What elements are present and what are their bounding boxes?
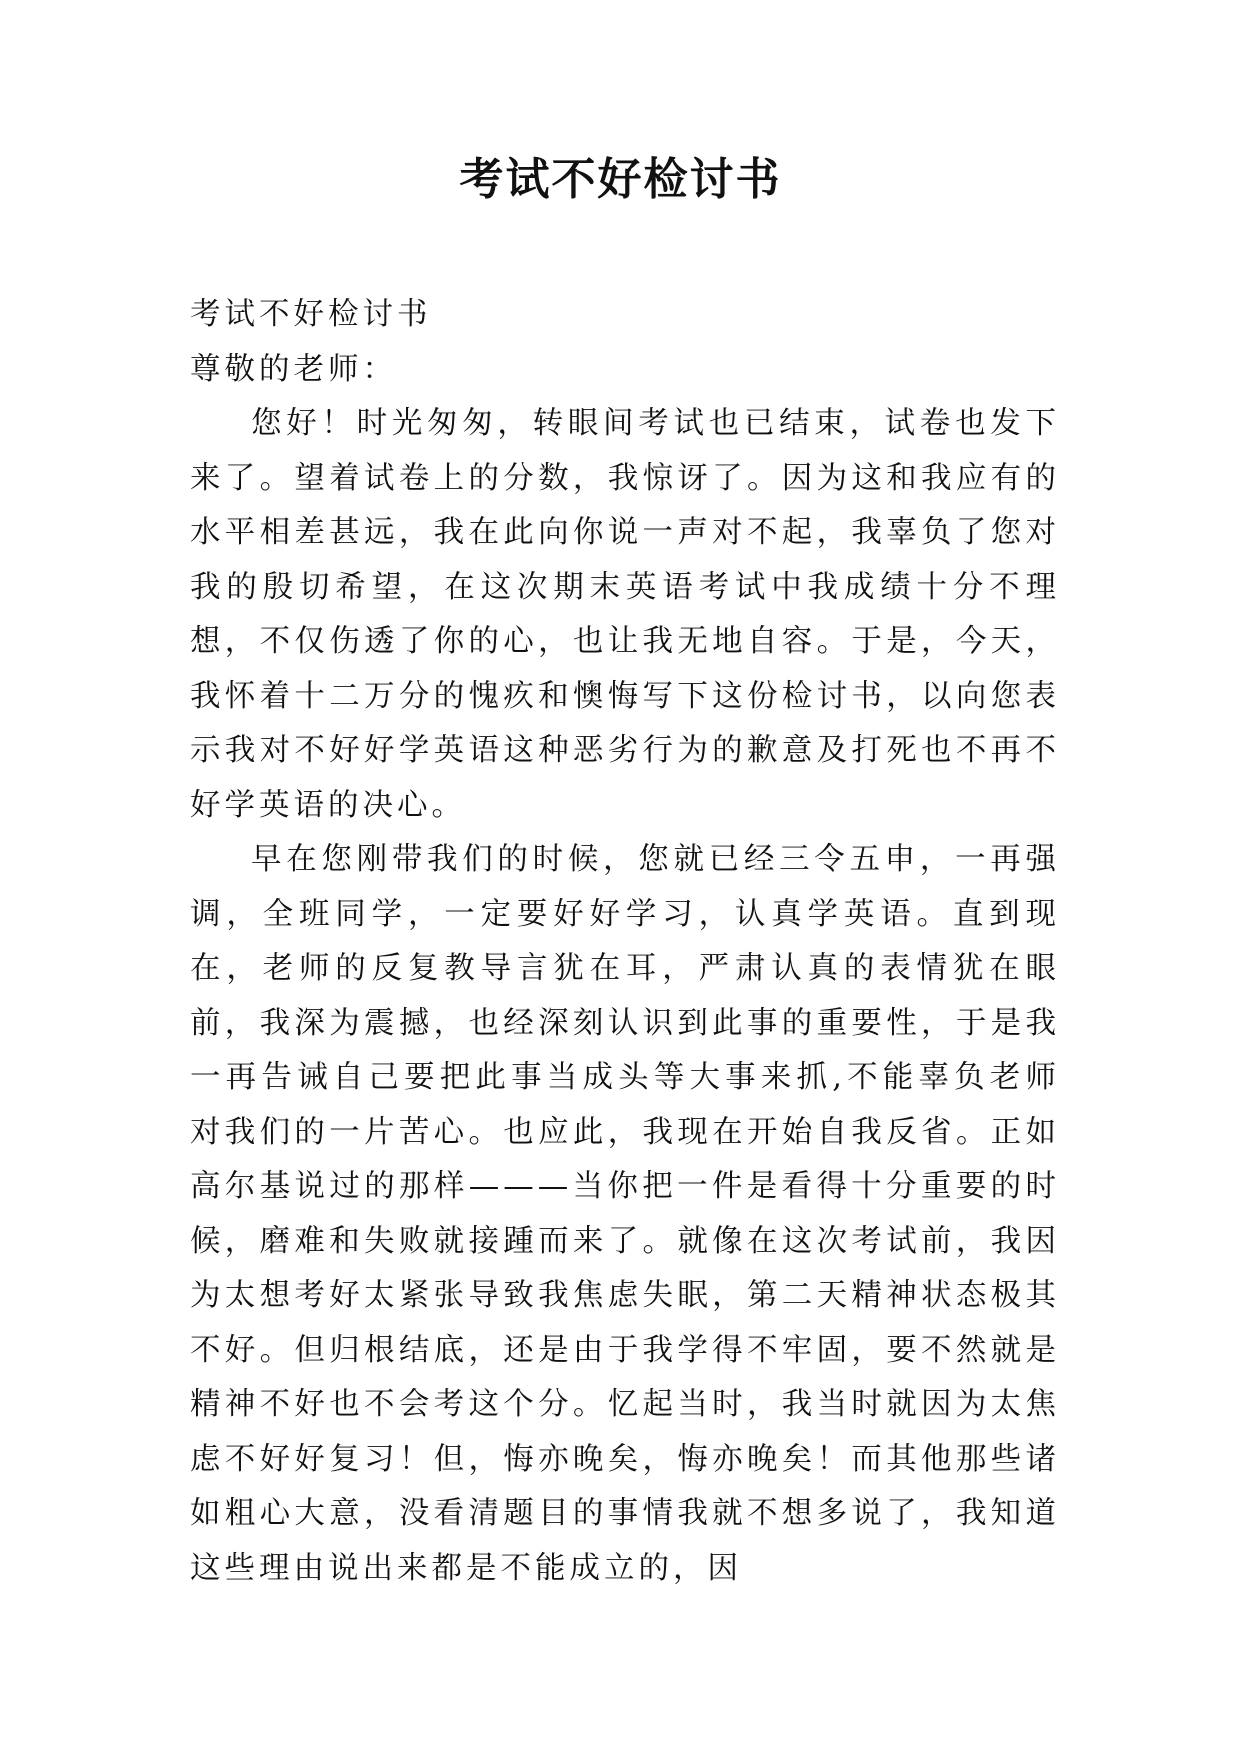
paragraph-2: 早在您刚带我们的时候，您就已经三令五申，一再强调，全班同学，一定要好好学习，认真学英语。直到现在，老师的反复教导言犹在耳，严肃认真的表情犹在眼前，我深为震撼，也经深刻认识到此事的重要性，于是我一再告诫自己要把此事当成头等大事来抓,不能辜负老师对我们的一片苦心。也应此，我现在开始自我反省。正如高尔基说过的那样———当你把一件是看得十分重要的时候，磨难和失败就接踵而来了。就像在这次考试前，我因为太想考好太紧张导致我焦虑失眠，第二天精神状态极其不好。但归根结底，还是由于我学得不牢固，要不然就是精神不好也不会考这个分。忆起当时，我当时就因为太焦虑不好好复习！但，悔亦晚矣，悔亦晚矣！而其他那些诸如粗心大意，没看清题目的事情我就不想多说了，我知道这些理由说出来都是不能成立的，因	[190, 842, 1060, 1586]
subtitle-line: 考试不好检讨书	[190, 297, 432, 332]
salutation-line: 尊敬的老师：	[190, 351, 397, 387]
paragraph-1: 您好！时光匆匆，转眼间考试也已结束，试卷也发下来了。望着试卷上的分数，我惊讶了。因为这和我应有的水平相差甚远，我在此向你说一声对不起，我辜负了您对我的殷切希望，在这次期末英语考试中我成绩十分不理想，不仅伤透了你的心，也让我无地自容。于是，今天，我怀着十二万分的愧疚和懊悔写下这份检讨书，以向您表示我对不好好学英语这种恶劣行为的歉意及打死也不再不好学英语的决心。	[190, 406, 1060, 823]
document-body	[190, 288, 1060, 1596]
document-title: 考试不好检讨书	[459, 154, 782, 205]
